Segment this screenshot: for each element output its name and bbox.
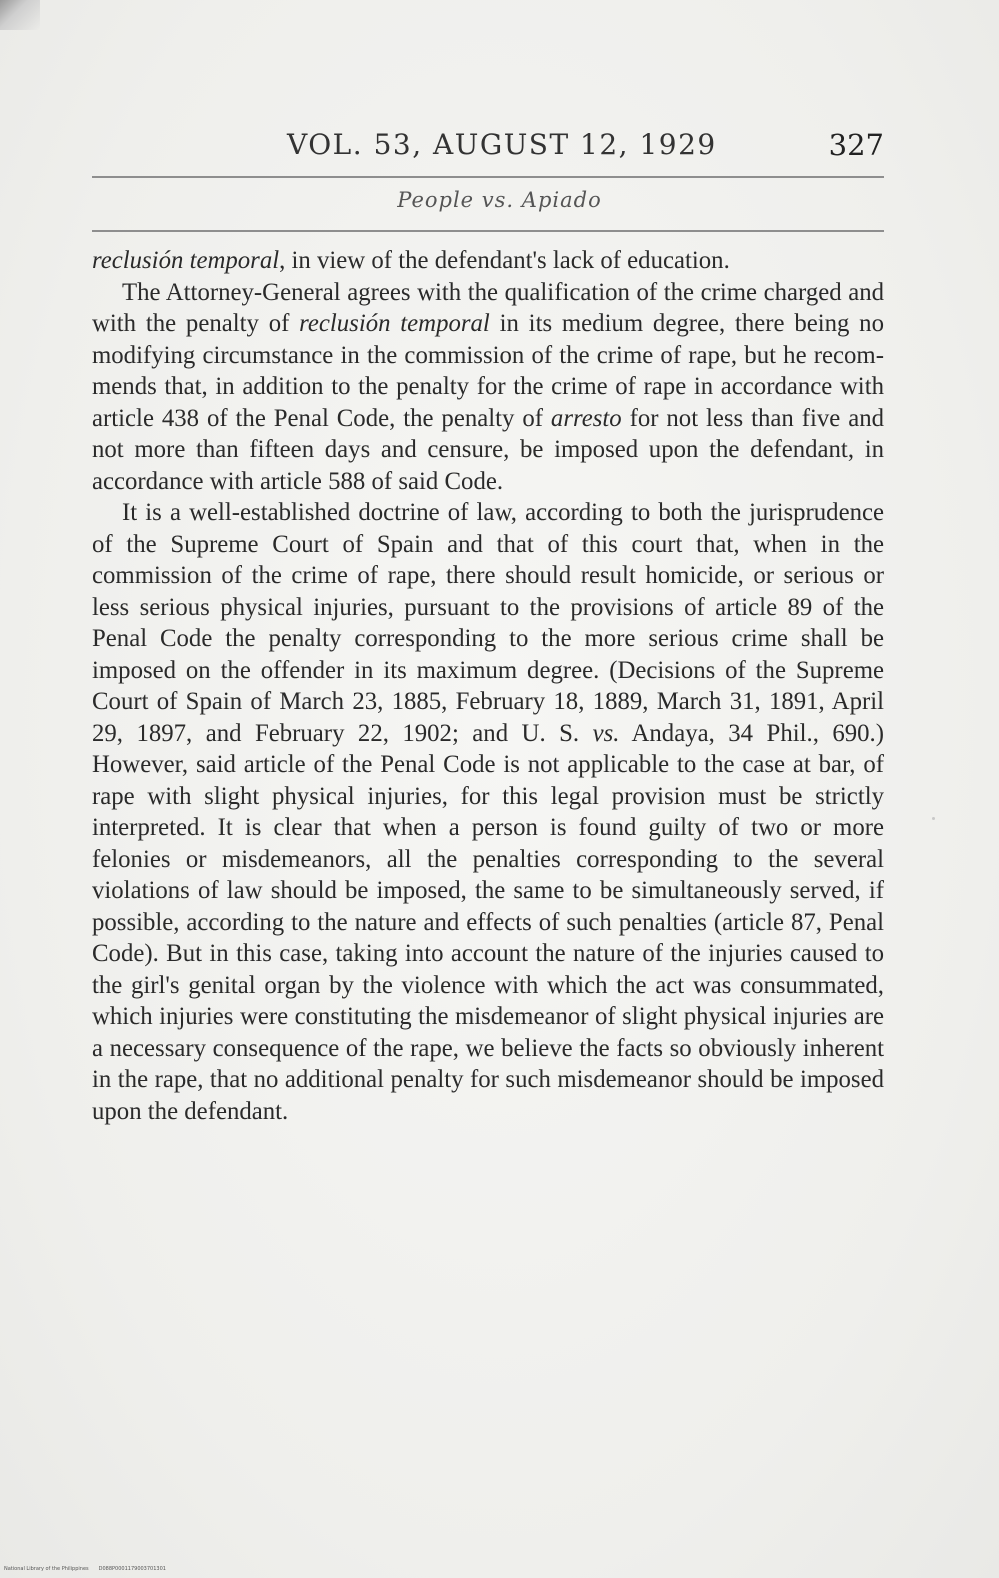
italic-term: reclusión temporal <box>92 247 280 274</box>
text-segment: Andaya, 34 Phil., 690.) However, said article of the Penal Code is not applicable to the case at bar, of rape with slight physical injuries, for this legal provision must be strictly interpreted. It is clear that when a person is found guilty of two or more felonies or misdemeanors, all the penalties corresponding to the several violations of law should be imposed, the same to be simultaneously served, if possible, according to the nature and effects of such penalties (article 87, Penal Code). But in this case, taking into account the nature of the injuries caused to the girl's genital organ by the violence with which the act was consummated, which injuries were constituting the misdemeanor of slight physical injuries are a necessary consequence of the rape, we believe the facts so obviously inherent in the rape, that no additional penalty for such misdemeanor should be imposed upon the defendant. <box>92 719 884 1125</box>
body-text <box>92 245 884 1127</box>
header-rule-top <box>92 176 884 178</box>
scan-speck <box>932 817 935 820</box>
italic-term: reclusión temporal <box>299 310 490 337</box>
italic-term: vs. <box>592 719 620 747</box>
italic-term: arresto <box>550 404 622 432</box>
paragraph-1 <box>92 245 884 277</box>
text-segment: in its medium degree, there being no modifying circumstance in the commission of the crime of rape, but he recommends that, in addition to the penalty for the crime of rape in accordance with article 438 of the Penal Code, the penalty of <box>92 310 884 432</box>
case-title: People vs. Apiado <box>397 188 602 212</box>
scan-footer <box>4 1566 166 1572</box>
running-title: VOL. 53, AUGUST 12, 1929 <box>287 128 717 161</box>
paragraph-3 <box>92 497 884 1127</box>
text-segment: for not less than five and not more than fifteen days and censure, be imposed upon the defendant, in accordance with article 588 of said Code. <box>92 404 884 495</box>
text-segment: , in view of the defendant's lack of education. <box>279 247 730 274</box>
footer-library: National Library of the Philippines <box>4 1566 89 1572</box>
text-segment: The Attorney-General agrees with the qualification of the crime charged and with the penalty of <box>92 278 884 337</box>
running-header <box>92 128 884 168</box>
text-segment: It is a well-established doctrine of law, according to both the jurisprudence of the Supreme Court of Spain and that of this court that, when in the commission of the crime of rape, there should result homicide, or serious or less serious physical injuries, pursuant to the provisions of article 89 of the Penal Code the penalty corresponding to the more serious crime shall be imposed on the offender in its maximum degree. (Decisions of the Supreme Court of Spain of March 23, 1885, February 18, 1889, March 31, 1891, April 29, 1897, and February 22, 1902; and U. S. <box>92 499 884 747</box>
footer-code: D088P0001179003701301 <box>98 1566 166 1572</box>
header-rule-bottom <box>92 230 884 232</box>
paragraph-2 <box>92 277 884 498</box>
scan-corner-shadow <box>0 0 40 30</box>
page-number: 327 <box>828 128 884 162</box>
